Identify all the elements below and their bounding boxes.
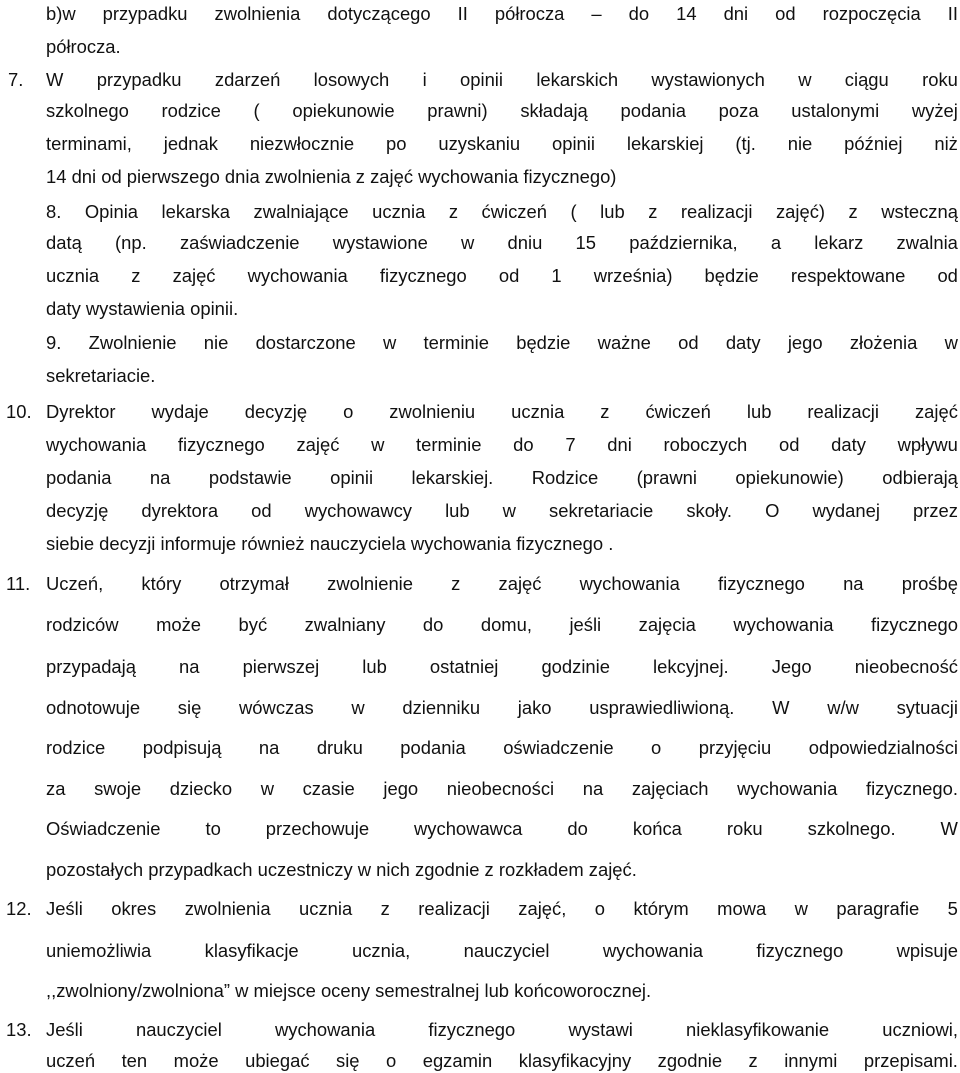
word: zajęć) <box>775 201 826 222</box>
word: rodzice <box>161 100 221 121</box>
word: Jego <box>771 656 812 677</box>
word: podania <box>400 737 466 758</box>
word: prawni) <box>427 100 488 121</box>
word: realizacji <box>807 401 879 422</box>
text-line <box>46 532 958 556</box>
text-line <box>46 433 958 457</box>
word: odpowiedzialności <box>808 737 958 758</box>
word: zwolnienie <box>327 573 413 594</box>
text-line <box>46 817 958 841</box>
word: uczniowi, <box>882 1019 958 1040</box>
word: wydanej <box>812 500 880 521</box>
word: z <box>448 201 459 222</box>
text-line <box>46 466 958 490</box>
word: terminie <box>423 332 489 353</box>
word: września) <box>593 265 673 286</box>
word: zwolnienia <box>214 3 301 24</box>
word: O <box>765 500 780 521</box>
text-line <box>46 2 958 26</box>
word: w <box>351 697 365 718</box>
text-line <box>46 297 958 321</box>
word: (np. <box>115 232 147 253</box>
word: Uczeń, <box>46 573 104 594</box>
line-text: pozostałych przypadkach uczestniczy w nich zgodnie z rozkładem zajęć. <box>46 859 637 880</box>
word: Zwolnienie <box>88 332 177 353</box>
text-line <box>46 331 958 355</box>
word: zajęcia <box>638 614 696 635</box>
word: opiekunowie) <box>735 467 844 488</box>
word: innymi <box>784 1050 838 1071</box>
word: może <box>173 1050 219 1071</box>
word: uniemożliwia <box>46 940 152 961</box>
word: nie <box>203 332 229 353</box>
word: o <box>651 737 662 758</box>
word: w <box>794 898 808 919</box>
word: fizycznego <box>428 1019 516 1040</box>
word: poza <box>718 100 759 121</box>
word: 1 <box>551 265 562 286</box>
word: Dyrektor <box>46 401 116 422</box>
word: na <box>149 467 171 488</box>
text-line <box>46 1049 958 1073</box>
word: wychowania <box>247 265 348 286</box>
text-line <box>46 696 958 720</box>
word: roboczych <box>663 434 748 455</box>
word: b)w <box>46 3 76 24</box>
word: W <box>940 818 958 839</box>
word: II <box>457 3 468 24</box>
word: lekarskich <box>536 69 619 90</box>
word: jego <box>383 778 419 799</box>
word: ucznia, <box>352 940 411 961</box>
word: lekarskiej <box>626 133 704 154</box>
word: jeśli <box>569 614 602 635</box>
word: lekarskiej. <box>411 467 494 488</box>
text-line <box>46 231 958 255</box>
word: lub <box>746 401 772 422</box>
word: zwolnienia <box>184 898 271 919</box>
word: wychowania <box>579 573 680 594</box>
word: października, <box>629 232 738 253</box>
word: usprawiedliwioną. <box>589 697 735 718</box>
word: w <box>798 69 812 90</box>
word: (tj. <box>735 133 756 154</box>
word: opinii <box>460 69 503 90</box>
word: wystawione <box>332 232 428 253</box>
word: dzienniku <box>402 697 481 718</box>
word: o <box>594 898 606 919</box>
word: ostatniej <box>429 656 499 677</box>
word: prośbę <box>901 573 958 594</box>
word: sytuacji <box>896 697 958 718</box>
word: od <box>498 265 520 286</box>
word: roku <box>922 69 958 90</box>
word: dni <box>607 434 632 455</box>
word: pierwszej <box>242 656 320 677</box>
word: domu, <box>480 614 532 635</box>
word: się <box>177 697 202 718</box>
word: jego <box>787 332 823 353</box>
word: Jeśli <box>46 1019 83 1040</box>
word: zajęć <box>296 434 340 455</box>
line-text: sekretariacie. <box>46 365 156 386</box>
word: wystawionych <box>651 69 765 90</box>
word: o <box>343 401 354 422</box>
word: później <box>844 133 903 154</box>
word: z <box>748 1050 758 1071</box>
word: ( <box>570 201 577 222</box>
word: Jeśli <box>46 898 83 919</box>
word: być <box>238 614 268 635</box>
word: zwalniające <box>253 201 349 222</box>
word: mowa <box>717 898 767 919</box>
text-line <box>46 572 958 596</box>
word: przypadku <box>96 69 182 90</box>
word: ten <box>121 1050 148 1071</box>
text-line <box>46 655 958 679</box>
line-text: daty wystawienia opinii. <box>46 298 239 319</box>
word: przepisami. <box>863 1050 958 1071</box>
list-number: 10. <box>6 401 32 422</box>
word: w <box>944 332 958 353</box>
word: w <box>502 500 516 521</box>
list-number: 13. <box>6 1019 32 1040</box>
text-line <box>46 897 958 921</box>
word: dyrektora <box>141 500 219 521</box>
word: szkolnego <box>46 100 129 121</box>
word: wychowania <box>46 434 147 455</box>
word: przypadku <box>102 3 188 24</box>
word: zaświadczenie <box>179 232 300 253</box>
word: 15 <box>575 232 597 253</box>
word: ucznia <box>372 201 426 222</box>
word: 9. <box>46 332 62 353</box>
word: klasyfikacje <box>204 940 299 961</box>
word: realizacji <box>418 898 490 919</box>
line-text: półrocza. <box>46 36 121 57</box>
text-line <box>46 400 958 424</box>
word: o <box>386 1050 397 1071</box>
word: lekarska <box>161 201 231 222</box>
word: fizycznego. <box>865 778 958 799</box>
word: opinii <box>330 467 374 488</box>
word: daty <box>725 332 761 353</box>
word: okres <box>111 898 157 919</box>
word: z <box>380 898 390 919</box>
word: w <box>461 232 475 253</box>
word: swoje <box>94 778 142 799</box>
word: odbierają <box>882 467 958 488</box>
word: w/w <box>827 697 859 718</box>
word: z <box>600 401 610 422</box>
word: z <box>848 201 858 222</box>
word: Rodzice <box>531 467 599 488</box>
word: podania <box>620 100 686 121</box>
word: respektowane <box>790 265 906 286</box>
word: a <box>770 232 782 253</box>
word: zwalniany <box>304 614 386 635</box>
line-text: ,,zwolniony/zwolniona” w miejsce oceny semestralnej lub końcoworocznej. <box>46 980 652 1001</box>
word: do <box>422 614 444 635</box>
word: wychowawca <box>414 818 523 839</box>
word: fizycznego <box>177 434 265 455</box>
word: niezwłocznie <box>249 133 355 154</box>
word: lub <box>445 500 470 521</box>
word: zdarzeń <box>214 69 281 90</box>
word: II <box>947 3 958 24</box>
word: wychowania <box>733 614 834 635</box>
word: lekarz <box>814 232 864 253</box>
word: wówczas <box>239 697 314 718</box>
list-number: 7. <box>8 69 24 90</box>
text-line <box>46 99 958 123</box>
word: półrocza <box>494 3 565 24</box>
word: Opinia <box>84 201 139 222</box>
word: jednak <box>163 133 218 154</box>
word: zajęciach <box>631 778 709 799</box>
word: ucznia <box>299 898 353 919</box>
word: fizycznego <box>718 573 805 594</box>
word: zajęć, <box>518 898 567 919</box>
word: wychowania <box>737 778 838 799</box>
text-line <box>46 264 958 288</box>
line-text: siebie decyzji informuje również nauczyciela wychowania fizycznego . <box>46 533 614 554</box>
word: lub <box>362 656 387 677</box>
word: w <box>383 332 397 353</box>
list-number: 11. <box>6 573 31 594</box>
word: druku <box>316 737 363 758</box>
text-line <box>46 1018 958 1042</box>
word: 7 <box>565 434 576 455</box>
word: nauczyciel <box>463 940 550 961</box>
word: rozpoczęcia <box>822 3 921 24</box>
word: przez <box>912 500 958 521</box>
word: wyżej <box>911 100 958 121</box>
word: dziecko <box>169 778 233 799</box>
text-line <box>46 68 958 92</box>
word: nieobecności <box>446 778 555 799</box>
word: po <box>385 133 407 154</box>
word: do <box>628 3 650 24</box>
text-line <box>46 132 958 156</box>
word: dostarczone <box>255 332 356 353</box>
word: z <box>131 265 141 286</box>
word: lub <box>600 201 625 222</box>
word: który <box>141 573 182 594</box>
word: niż <box>934 133 958 154</box>
list-number: 12. <box>6 898 32 919</box>
word: zwalnia <box>896 232 958 253</box>
word: zajęć <box>172 265 216 286</box>
word: opinii <box>552 133 595 154</box>
word: klasyfikacyjny <box>518 1050 632 1071</box>
word: ucznia <box>46 265 100 286</box>
word: ( <box>253 100 260 121</box>
word: na <box>258 737 280 758</box>
word: i <box>422 69 427 90</box>
word: którym <box>633 898 689 919</box>
word: zgodnie <box>657 1050 723 1071</box>
text-line <box>46 364 958 388</box>
word: podania <box>46 467 112 488</box>
word: rodzice <box>46 737 106 758</box>
line-text: 14 dni od pierwszego dnia zwolnienia z zajęć wychowania fizycznego) <box>46 166 617 187</box>
word: otrzymał <box>219 573 289 594</box>
word: losowych <box>313 69 390 90</box>
word: daty <box>831 434 866 455</box>
word: od <box>775 3 796 24</box>
word: egzamin <box>422 1050 493 1071</box>
word: terminami, <box>46 133 132 154</box>
word: przechowuje <box>265 818 370 839</box>
word: z <box>451 573 461 594</box>
word: jako <box>517 697 552 718</box>
text-line <box>46 499 958 523</box>
word: uczeń <box>46 1050 96 1071</box>
word: fizycznego <box>379 265 467 286</box>
text-line <box>46 736 958 760</box>
word: sekretariacie <box>549 500 654 521</box>
word: dotyczącego <box>327 3 431 24</box>
word: do <box>513 434 534 455</box>
word: od <box>937 265 958 286</box>
word: zajęć <box>498 573 542 594</box>
word: będzie <box>516 332 571 353</box>
word: na <box>843 573 864 594</box>
word: ubiegać <box>245 1050 310 1071</box>
word: roku <box>726 818 763 839</box>
word: 8. <box>46 201 62 222</box>
word: z <box>648 201 658 222</box>
word: ciągu <box>844 69 889 90</box>
word: złożenia <box>849 332 918 353</box>
word: realizacji <box>680 201 753 222</box>
word: podpisują <box>142 737 222 758</box>
word: do <box>567 818 588 839</box>
word: – <box>591 3 602 24</box>
word: fizycznego <box>756 940 844 961</box>
word: wpływu <box>897 434 958 455</box>
word: za <box>46 778 66 799</box>
word: od <box>678 332 699 353</box>
word: od <box>778 434 800 455</box>
word: ustalonymi <box>791 100 880 121</box>
word: w <box>260 778 274 799</box>
text-line <box>46 979 958 1003</box>
word: nie <box>787 133 813 154</box>
word: składają <box>520 100 588 121</box>
word: ucznia <box>511 401 565 422</box>
word: wsteczną <box>881 201 958 222</box>
word: W <box>46 69 64 90</box>
text-line <box>46 939 958 963</box>
word: decyzję <box>46 500 109 521</box>
word: nauczyciel <box>135 1019 222 1040</box>
word: ćwiczeń <box>481 201 547 222</box>
word: szkolnego. <box>807 818 896 839</box>
word: od <box>251 500 272 521</box>
word: zwolnieniu <box>389 401 476 422</box>
word: nieobecność <box>854 656 958 677</box>
word: fizycznego <box>871 614 958 635</box>
word: wychowania <box>602 940 704 961</box>
word: wystawi <box>568 1019 633 1040</box>
word: ćwiczeń <box>645 401 711 422</box>
word: w <box>371 434 385 455</box>
word: wydaje <box>151 401 209 422</box>
word: czasie <box>302 778 355 799</box>
word: datą <box>46 232 82 253</box>
word: przyjęciu <box>698 737 772 758</box>
word: zajęć <box>914 401 958 422</box>
word: końca <box>632 818 682 839</box>
word: dni <box>723 3 749 24</box>
word: lekcyjnej. <box>653 656 729 677</box>
word: godzinie <box>541 656 610 677</box>
word: się <box>336 1050 360 1071</box>
word: to <box>205 818 221 839</box>
word: 5 <box>947 898 958 919</box>
word: będzie <box>704 265 759 286</box>
word: na <box>582 778 604 799</box>
word: skoły. <box>686 500 732 521</box>
word: oświadczenie <box>503 737 614 758</box>
text-line <box>46 35 958 59</box>
word: ważne <box>597 332 651 353</box>
text-line <box>46 200 958 224</box>
word: decyzję <box>244 401 308 422</box>
word: uzyskaniu <box>438 133 521 154</box>
word: na <box>179 656 200 677</box>
word: może <box>156 614 202 635</box>
word: Oświadczenie <box>46 818 161 839</box>
word: podstawie <box>208 467 292 488</box>
word: wpisuje <box>896 940 958 961</box>
word: (prawni <box>636 467 697 488</box>
text-line <box>46 165 958 189</box>
text-line <box>46 858 958 882</box>
word: 14 <box>676 3 697 24</box>
word: nieklasyfikowanie <box>686 1019 830 1040</box>
word: terminie <box>416 434 482 455</box>
text-line <box>46 613 958 637</box>
word: rodziców <box>46 614 119 635</box>
word: paragrafie <box>836 898 920 919</box>
word: przypadają <box>46 656 136 677</box>
word: wychowania <box>275 1019 376 1040</box>
word: W <box>772 697 790 718</box>
text-line <box>46 777 958 801</box>
word: dniu <box>507 232 543 253</box>
word: opiekunowie <box>292 100 395 121</box>
word: wychowawcy <box>304 500 412 521</box>
word: odnotowuje <box>46 697 141 718</box>
